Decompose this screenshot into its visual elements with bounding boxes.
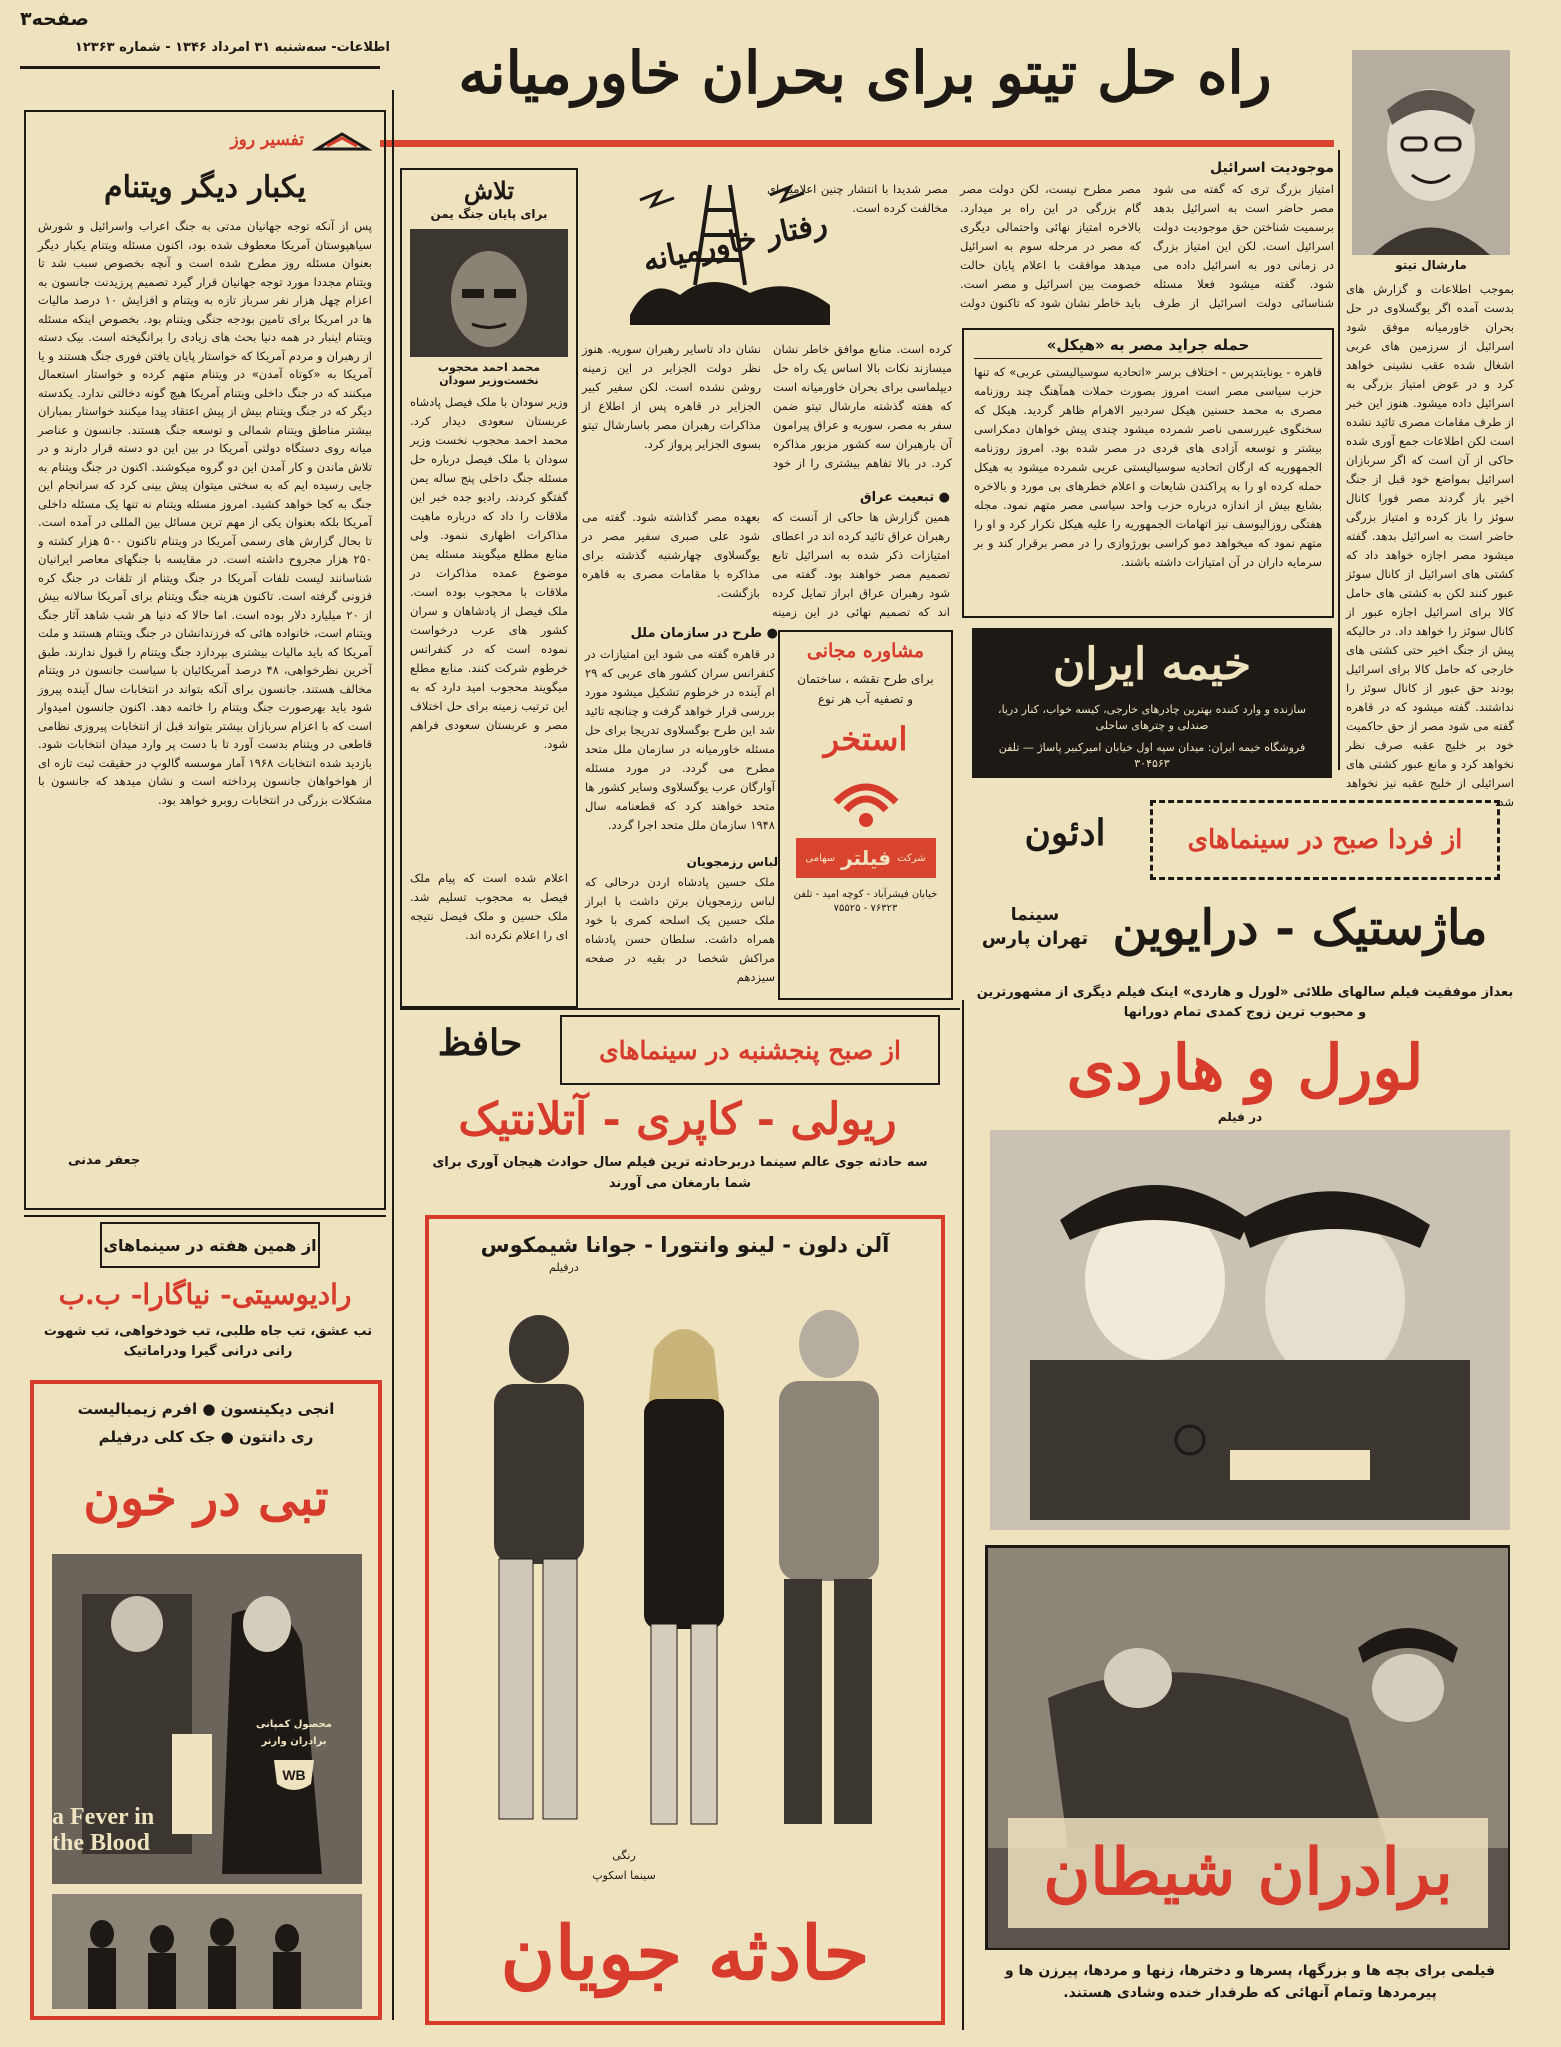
- courtroom-icon: [52, 1894, 362, 2009]
- radio-studio: برادران وارنر: [261, 1736, 327, 1747]
- col-rule-2: [962, 1000, 964, 2030]
- yemen-box: [400, 168, 578, 1008]
- filter-badge: [796, 838, 936, 878]
- dateline: اطلاعات- سه‌شنبه ۳۱ امرداد ۱۳۴۶ - شماره ۱۲۳۶۳: [74, 40, 390, 55]
- headline: راه حل تیتو برای بحران خاورمیانه: [458, 39, 1272, 107]
- right-col-text: بموجب اطلاعات و گزارش های بدست آمده اگر یوگسلاوی در حل بحران خاورمیانه موفق شود اسرائیل از سرزمین های عربی اشغال شده عقب نشینی خواهد کرد و در عوض امتیاز بزرگی به اسرائیل داده میشود. هنوز این خبر از طرف مقامات مصری تائید نشده است لکن اطلاعات جمع آوری شده حاکی از آن است که اگر سربازان اسرائیل بمواضع خود قبل از جنگ اخیر باز گردند مصر فورا کانال سوئز را باز کرده و امتیاز بزرگی حاضر است به اسرائیل بدهد. گفته میشود مصر اجازه خواهد داد که کشتی های اسرائیل از کانال سوئز عبور کنند لکن به کشتی های حامل کالا برای اسرائیل اجازه عبور از کانال سوئز را خواهد داد. در حالیکه پیش از جنگ اخیر حتی کشتی های خارجی که حامل کالا برای اسرائیل بودند حق عبور از کانال سوئز را نداشتند. گفته میشود که در قاهره گفته می شود مصر از حق حاکمیت خود بر خلیج عقبه صرف نظر نخواهد کرد و مانع عبور کشتی های اسرائیلی از خلیج عقبه نیز نخواهد شد.: [1346, 282, 1514, 809]
- portrait-icon: [410, 229, 568, 357]
- radio-rule-top: [24, 1215, 386, 1217]
- hafez-in-film: درفیلم: [549, 1261, 579, 1274]
- yemen-continuation: اعلام شده است که پیام ملک فیصل به محجوب تسلیم شد. ملک حسین و ملک فیصل نتیجه ای را اعلام نکرده اند.: [410, 871, 568, 942]
- hafez-cinema-top: حافظ: [437, 1022, 523, 1064]
- hafez-cinemas: ریولی - کاپری - آتلانتیک: [458, 1094, 897, 1145]
- radio-cinemas: رادیوسیتی- نیاگارا- ب.ب: [58, 1278, 352, 1311]
- hafez-rule-top: [400, 1008, 960, 1010]
- press-box: [962, 328, 1334, 618]
- estakhr-line1: برای طرح نقشه ، ساختمان: [797, 672, 934, 686]
- tito-caption: مارشال تیتو: [1395, 258, 1467, 272]
- radio-title: تبی در خون: [83, 1468, 329, 1527]
- hafez-title: حادثه جویان: [500, 1911, 870, 1997]
- estakhr-line2: و تصفیه آب هر نوع: [817, 692, 914, 706]
- laurel-photo-2: [985, 1545, 1510, 1950]
- press-text: قاهره - یونایتدپرس - اختلاف برسر «اتحادیه سوسیالیستی عربی» که تنها حزب سیاسی مصر است امروز بصورت حملات همآهنگ چند روزنامه مصری به محمد حسنین هیکل سردبیر الاهرام ظاهر گردید. هیکل که سخنگوی غیررسمی ناصر شمرده میشود چندی پیش خواهان دمکراسی بیشتر و توسعه آزادی های فردی در مصر شده بود. امروز روزنامه الجمهوریه که ارگان اتحادیه سوسیالیستی عربی شمرده میشود به هیکل حمله کرده او را به پراکندن شایعات و اعلام خطرهای بی مورد و بالاخره بشایع بیش از اندازه درباره حزب واحد سیاسی مصر متهم نمود. مجله هفتگی روزالیوسف نیز اتهامات الجمهوریه را علیه هیکل تکرار کرد و او را متهم نمود که میخواهد دمو کراسی بورژوازی را در مصر برقرار کند و بر سرمایه داران در آن امتیازات داشته باشند.: [974, 365, 1322, 569]
- hafez-scope-label: سینما اسکوپ: [592, 1869, 656, 1882]
- khayme-line2: فروشگاه خیمه ایران: میدان سپه اول خیابان امیرکبیر پاساژ — تلفن ۳۰۴۵۶۳: [998, 741, 1306, 770]
- hands-book-icon: [312, 124, 372, 156]
- hussein-text: ملک حسین پادشاه اردن درحالی که لباس رزمجویان برتن داشت با ابراز ملک حسین یک اسلحه کمری با خود همراه داشت. سلطان حسن پادشاه مراکش شخصا در بقیه در صفحه سیزدهم: [585, 875, 775, 984]
- radio-stars2: ری دانتون ● جک کلی درفیلم: [98, 1428, 314, 1446]
- headline-red-rule: [380, 140, 1334, 147]
- hafez-tagline1: سه حادثه جوی عالم سینما دربرحادثه ترین فیلم سال حوادث هیجان آوری برای: [432, 1155, 928, 1170]
- filter-logo: [788, 772, 943, 832]
- laurel-cinema3-label: سینما: [1010, 905, 1060, 925]
- hafez-poster: [425, 1215, 945, 2025]
- israel-text: امتیاز بزرگ تری که گفته می شود مصر حاضر است به اسرائیل بدهد برسمیت شناختن حق موجودیت دولت اسرائیل است. لکن این امتیاز بزرگ در زمانی دور به اسرائیل داده می شود. گفته میشود فعلا مسئله شناسائی دولت اسرائیل از طرف مصر مطرح نیست، لکن دولت مصر گام بزرگی در این راه بر میدارد. بالاخره امتیاز نهائی واحتمالی دیگری که مصر در مرحله سوم به اسرائیل میدهد موافقت با اعلام پایان حالت خصومت بین اسرائیل و مصر است. باید خاطر نشان شود که تاکنون دولت مصر شدیدا با انتشار چنین اعلامیه ای مخالفت کرده است.: [767, 182, 1334, 310]
- middle-east-graphic: [620, 165, 840, 330]
- un-plan-title: ● طرح در سازمان ملل: [630, 626, 778, 641]
- middle-east-title-art: رفتار خاورمیانه: [639, 205, 831, 280]
- col-rule-1: [392, 90, 394, 2020]
- khayme-ad: [972, 628, 1332, 778]
- yemen-subtitle: برای پایان جنگ یمن: [430, 207, 548, 221]
- laurel-cinema3: تهران پارس: [981, 928, 1089, 949]
- laurel-footer: فیلمی برای بچه ها و بزرگها، پسرها و دخترها، زنها و مردها، پیرزن ها و پیرمردها وتمام آنهائی که طرفدار خنده وشادی هستند.: [1004, 1963, 1496, 2001]
- estakhr-address: خیابان فیشرآباد - کوچه امید - تلفن ۷۶۳۲۳ - ۷۵۵۲۵: [793, 889, 938, 914]
- tito-photo: [1352, 50, 1510, 255]
- svg-text:WB: WB: [282, 1767, 306, 1783]
- laurel-in-film: در فیلم: [1217, 1110, 1263, 1124]
- filter-badge-main: فیلتر: [841, 846, 892, 870]
- hafez-tagline2: شما بارمغان می آورند: [608, 1176, 752, 1191]
- yemen-title: تلاش: [463, 176, 515, 205]
- three-people-icon: [439, 1289, 931, 1849]
- estakhr-logo-text: استخر: [823, 720, 908, 758]
- laurel-cinema1: ادئون: [1024, 812, 1106, 854]
- radio-english-title: a Fever in the Blood: [52, 1804, 155, 1856]
- iraq-title: ● تبعیت عراق: [859, 490, 950, 505]
- laurel-tagline1: بعداز موفقیت فیلم سالهای طلائی «لورل و هاردی» اینک فیلم دیگری از مشهورترین: [976, 985, 1514, 1000]
- khayme-title: خیمه ایران: [1052, 639, 1252, 690]
- laurel-cinema2: ماژستیک - درایوین: [1112, 900, 1488, 956]
- radio-product: محصول کمپانی: [256, 1719, 332, 1730]
- mahjoub-photo: [410, 229, 568, 357]
- wifi-logo-icon: [831, 772, 901, 832]
- radio-banner: [100, 1222, 320, 1268]
- editorial-text: پس از آنکه توجه جهانیان مدتی به جنگ اعراب واسرائیل و شورش سیاهپوستان آمریکا معطوف شده بود، اکنون مسئله ویتنام یکبار دیگر بعنوان مسئله روز مطرح شده است و آنچه بخصوص سبب شد تا ویتنام مجددا مورد توجه جهانیان قرار گیرد تصمیم پرزیدنت جانسون به اعزام چهل هزار نفر سرباز تازه به ویتنام و افزایش ۱۰ درصد مالیات ها در امریکا برای تامین بودجه جنگی ویتنام بود. بخصوص اینکه مسئله ویتنام اینبار در همه دنیا بحث های زیادی را برانگیخته است. بیک دسته از رهبران و مردم آمریکا که خواستار پایان یافتن فوری جنگ هستند و یا آمریکا به «کوتاه آمدن» در ویتنام متهم کرده و خواستار استعمال میکنند که در جنگ داخلی ویتنام آمریکا هیچ گونه دخالتی ندارد. یکدسته دیگر که در جنگ ویتنام بیش از پیش اعتقاد پیدا میکنند خواستار بمباران بیشتر مناطق ویتنام شمالی و توسعه جنگ هستند. جانسون و عناصر میانه روی دستگاه دولتی آمریکا در بین این دو دسته قرار دارند و در تلاش ماندن و کار آمدن این دو گروه میکوشند. اکنون در جنگ ویتنام به جایی رسیده ایم که به سختی میتوان پیش بینی کرد که سرانجام این جنگ به کجا خواهد کشید. امروز مسئله ویتنام نه تنها یک مسئله داخلی آمریکا بلکه بعنوان یکی از مهم ترین مسائل بین المللی در آمده است. تا بحال گزارش های رسمی آمریکا در ویتنام تاکنون ۵۰۰ هزار کشته و ۲۵۰ هزار مجروح داشته است. در مقایسه با جنگهای معاصر ایرانیان شناسانند لیست تلفات آمریکا در جنگ ویتنام از تلفات در جنگ کره فزونی گرفته است. تاکنون هزینه جنگ ویتنام برای آمریکا سالانه بیش از ۲۰ میلیارد دلار بوده است. اما حالا که دنیا هر شب شاهد آثار جنگ ویتنام است، خانواده هائی که فرزندانشان در جنگ ویتنام هستند و ملت آمریکا که باید مالیات بیشتری بپردازد جنگ ویتنام را قبول ندارند. طبق آخرین نظرخواهی، ۴۸ درصد آمریکائیان با سیاست جانسون در ویتنام مخالف هستند. جانسون برای آنکه بتواند در انتخابات سال آینده پیروز شود باید بهرصورت جنگ ویتنام را خاتمه دهد. اکنون جانسون امیدوار است که با اعزام سربازان بیشتر بتواند قبل از انتخابات پیروزی نظامی قاطعی در ویتنام بدست آورد تا با دست پر وارد میدان انتخابات شود. بازدید شده انتخابات ۱۹۶۸ آمار موسسه گالوپ در حقیقت ثبت تازه ای از هواخواهان جانسون پرداخته است و نشان میدهد که جانسون با مشکلات بزرگی در انتخابات روبرو خواهد بود.: [38, 219, 373, 807]
- laurel-photo-1: [990, 1130, 1510, 1530]
- radio-stars1: انجی دیکینسون ● افرم زیمبالیست: [77, 1400, 335, 1418]
- filter-badge-top: شرکت: [897, 852, 926, 864]
- laurel-banner-text: از فردا صبح در سینماهای: [1187, 825, 1463, 855]
- mahjoub-caption: محمد احمد محجوب: [437, 361, 541, 374]
- middle-east-text: کرده است. منابع موافق خاطر نشان میسازند نکات بالا اساس یک راه حل دیپلماسی برای بحران خاورمیانه است که هفته گذشته مارشال تیتو ضمن سفر به مصر، سوریه و عراق پیرامون آن بارهبران سه کشور مزبور مذاکره کرد. در بالا تفاهم بیشتری را از خود نشان داد تاسایر رهبران سوریه. هنوز نظر دولت الجزایر در این زمینه روشن نشده است. لکن سفیر کبیر الجزایر در قاهره پس از اطلاع از مذاکرات رهبران مصر باسارشال تیتو بسوی الجزایر پرواز کرد.: [582, 342, 952, 470]
- hussein-title: لباس رزمجویان: [686, 855, 778, 869]
- filter-badge-sub: سهامی: [805, 852, 836, 864]
- mahjoub-caption2: نخست‌وزیر سودان: [439, 374, 539, 387]
- page-number: صفحه۳: [20, 8, 89, 30]
- un-plan-text: در قاهره گفته می شود این امتیازات در کنفرانس سران کشور های عربی که ۲۹ ام آینده در خرطوم تشکیل میشود مورد بررسی قرار خواهد گرفت و چنانچه تائید شد این طرح بوگسلاوی تدریجا برای حل مسئله خاورمیانه در سازمان ملل متحد مطرح می گردد. در مورد مسئله آوارگان عرب یوگسلاوی وسایر کشور ها متحد خواهند کرد که قطعنامه سال ۱۹۴۸ سازمان ملل متحد اجرا گردد.: [585, 647, 775, 832]
- editorial-logo: تفسیر روز: [230, 130, 304, 150]
- shield-icon: [269, 1756, 319, 1796]
- israel-title: موجودیت اسرائیل: [1210, 160, 1334, 176]
- radio-photo-2: [52, 1894, 362, 2009]
- yemen-text: وزیر سودان با ملک فیصل پادشاه عربستان سعودی دیدار کرد. محمد احمد محجوب نخست وزیر سودان با ملک فیصل درباره حل مسئله جنگ داخلی پنج ساله یمن گفتگو کردند. رادیو جده خبر این ملاقات را داد که درباره ماهیت مذاکرات اظهاری ننمود. ولی منابع مطلع میگویند مسئله یمن موضوع عمده مذاکرات در ملاقات با محجوب بوده است. ملک فیصل از پادشاهان و سران کشور های عرب درخواست نموده است که در کنفرانس خرطوم شرکت کنند. منابع مطلع میگویند محجوب امید دارد که به این ترتیب زمینه برای حل اختلاف مصر و عربستان سعودی فراهم شود.: [410, 395, 568, 751]
- press-title: حمله جراید مصر به «هیکل»: [974, 336, 1322, 359]
- laurel-tagline2: و محبوب ترین زوج کمدی تمام دورانها: [1123, 1005, 1367, 1020]
- portrait-icon: [1352, 50, 1510, 255]
- hafez-banner: [560, 1015, 940, 1085]
- editorial-author: جعفر مدنی: [68, 1153, 141, 1168]
- hafez-banner-text: از صبح پنجشنبه در سینماهای: [599, 1035, 901, 1065]
- warner-logo: [269, 1756, 319, 1796]
- laurel-title: لورل و هاردی: [1066, 1031, 1424, 1104]
- radio-tagline: تب عشق، تب جاه طلبی، تب خودخواهی، تب شهوت رانی درانی گیرا ودراماتیک: [43, 1324, 373, 1359]
- editorial-title: یکبار دیگر ویتنام: [104, 170, 306, 205]
- radio-poster: [30, 1380, 382, 2020]
- header-rule: [20, 66, 380, 69]
- iraq-text: همین گزارش ها حاکی از آنست که رهبران عراق تائید کرده اند در اعطای امتیازات ذکر شده به اسرائیل تابع تصمیم مصر خواهند بود. گفته می شود رهبران عراق ابراز تمایل کرده اند که تصمیم نهائی در این زمینه بعهده مصر گذاشته شود. گفته می شود علی صبری سفیر مصر در یوگسلاوی چهارشنبه گذشته برای مذاکره با مقامات مصری به قاهره بازگشت.: [582, 510, 950, 619]
- right-col-rule: [1338, 150, 1340, 770]
- hafez-photo: [439, 1289, 931, 1849]
- khayme-line1: سازنده و وارد کننده بهترین چادرهای خارجی، کیسه خواب، کنار دریا، صندلی و چترهای ساحلی: [998, 703, 1306, 732]
- hafez-stars: آلن دلون - لینو وانتورا - جوانا شیمکوس: [480, 1233, 890, 1257]
- comedy-duo-icon: [990, 1130, 1510, 1530]
- radio-banner-text: از همین هفته در سینماهای: [103, 1235, 317, 1255]
- laurel-banner: [1150, 800, 1500, 880]
- hafez-color-label: رنگی: [612, 1849, 636, 1862]
- estakhr-ad: [778, 630, 953, 1000]
- editorial-box: [24, 110, 386, 1210]
- editorial-logo-row: [38, 120, 372, 160]
- laurel-film-title: برادران شیطان: [1008, 1818, 1488, 1928]
- estakhr-title: مشاوره مجانی: [806, 640, 925, 662]
